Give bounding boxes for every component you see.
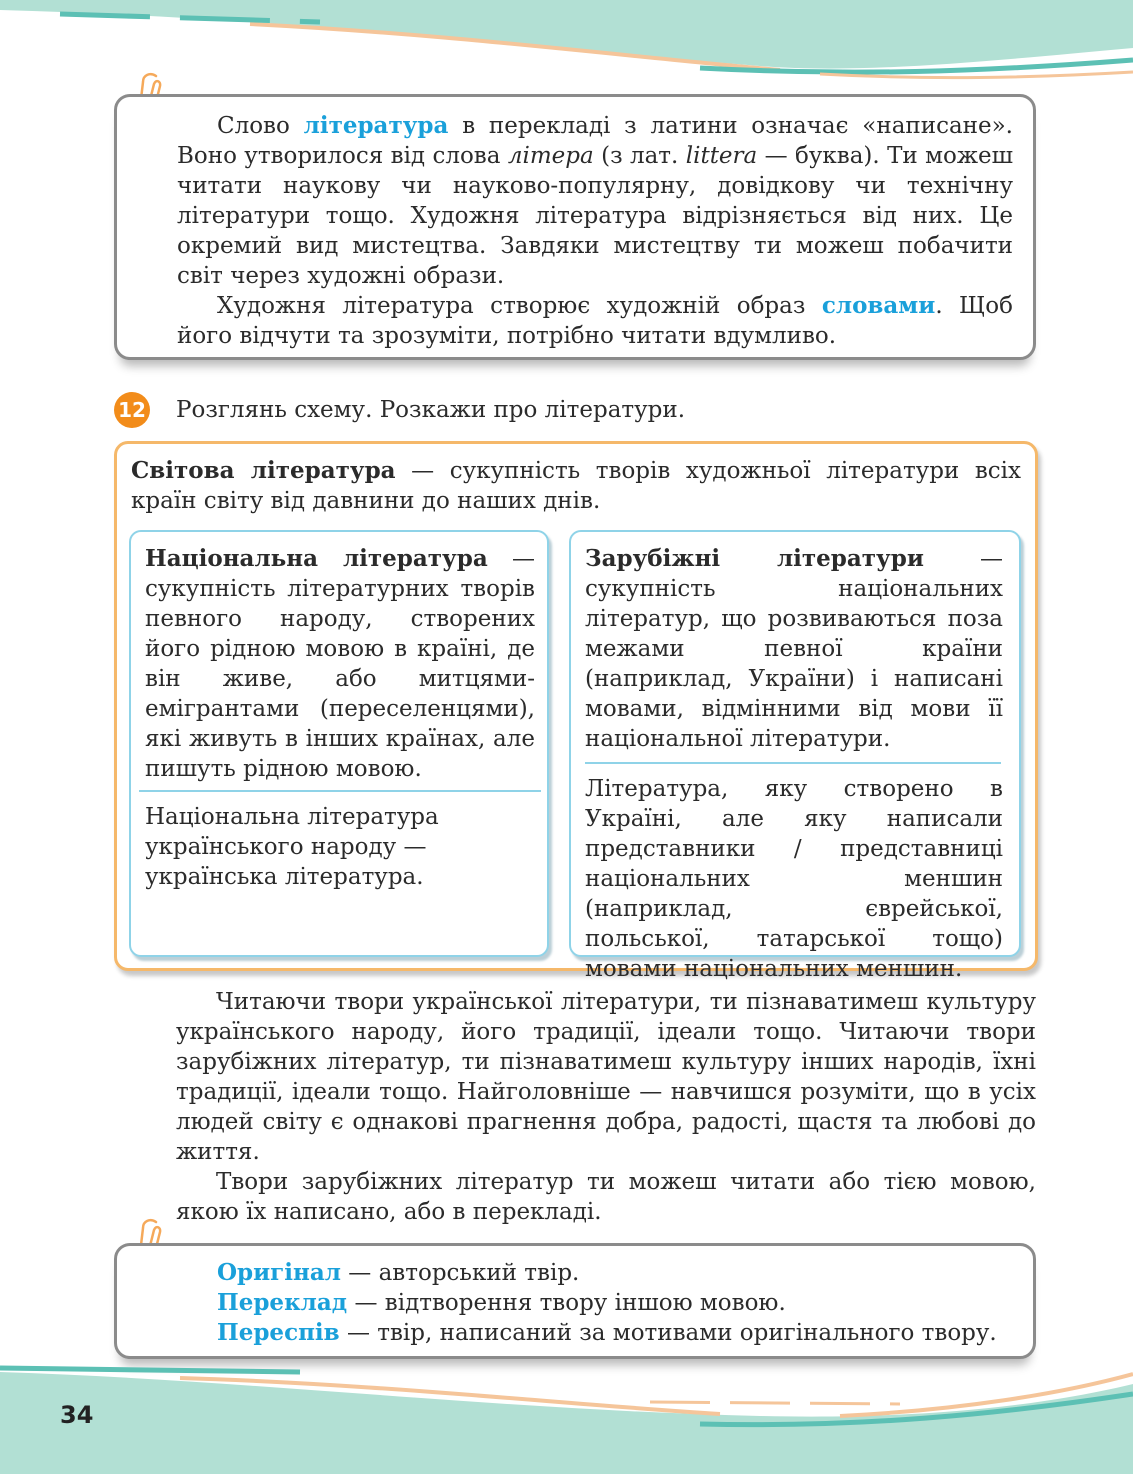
note-text: . Щоб його відчути та зрозуміти, потрібно читати вдумливо.: [177, 293, 1013, 349]
term-line-translation: [217, 1288, 1013, 1318]
divider: [585, 762, 1001, 764]
note-paragraph-artistic: [177, 291, 1013, 351]
bottom-wave-decoration: [0, 1354, 1133, 1474]
term-line-original: [217, 1258, 1013, 1288]
national-literature-definition: [145, 544, 535, 784]
note-text: — буква). Ти можеш читати наукову чи науково-популярну, довідкову чи технічну літератури тощо. Художня література відрізняється від них. Це окремий вид мистецтва. Завдяки мистецтву ти можеш побачити світ через художні образи.: [177, 143, 1014, 289]
note-text: (з лат.: [593, 143, 686, 169]
main-text: [176, 987, 1036, 1227]
definition-text: — сукупність національних літератур, що розвиваються поза межами певної країни (наприклад, України) і написані мовами, відмінними від мови її національної літератури.: [585, 546, 1003, 752]
literature-scheme: [114, 441, 1038, 982]
definition-text: — сукупність творів художньої літератури всіх країн світу від давнини до наших днів.: [131, 458, 1021, 514]
body-paragraph-2: Твори зарубіжних літератур ти можеш читати або тією мовою, якою їх написано, або в перекладі.: [176, 1169, 1036, 1225]
italic-word-littera: littera: [685, 143, 758, 169]
minorities-literature-note: Література, яку створено в Україні, але яку написали представники / представниці національних меншин (наприклад, єврейської, польської, татарської тощо) мовами національних меншин.: [585, 776, 1003, 982]
term-national-literature: Національна література: [145, 545, 488, 572]
ukrainian-literature-note: Національна література українського народу — українська література.: [145, 804, 439, 890]
term-world-literature: Світова література: [131, 457, 396, 484]
term-adaptation: Переспів: [217, 1319, 340, 1346]
highlighted-term-words: словами: [821, 292, 936, 319]
task-12: [114, 392, 685, 428]
body-paragraph-1: Читаючи твори української літератури, ти пізнаватимеш культуру українського народу, його традиції, ідеали тощо. Читаючи твори зарубіжних літератур, ти пізнаватимеш культуру інших народів, їхні традиції, ідеали тощо. Найголовніше — навчишся розуміти, що в усіх людей світу є однакові прагнення добра, радості, щастя та любові до життя.: [176, 989, 1036, 1165]
world-literature-definition: [131, 456, 1021, 516]
term-definition: — твір, написаний за мотивами оригінального твору.: [339, 1320, 997, 1346]
term-translation: Переклад: [217, 1289, 348, 1316]
foreign-literatures-definition: [585, 544, 1003, 754]
term-definition: — авторський твір.: [340, 1260, 580, 1286]
italic-word-litera: літера: [507, 143, 594, 169]
definition-text: — сукупність літературних творів певного народу, створених його рідною мовою в країні, де він живе, або митцями-емігрантами (переселенцями), які живуть в інших країнах, але пишуть рідною мовою.: [145, 546, 536, 782]
definition-note-translation: [114, 1243, 1036, 1359]
divider: [139, 790, 541, 792]
term-original: Оригінал: [217, 1259, 341, 1286]
term-line-adaptation: [217, 1318, 1013, 1348]
page-number: 34: [60, 1401, 94, 1429]
task-instruction: Розглянь схему. Розкажи про літератури.: [176, 397, 686, 423]
note-paragraph-literature: [177, 111, 1013, 291]
task-number-badge: 12: [114, 392, 150, 428]
note-text: Слово: [217, 113, 304, 139]
term-foreign-literatures: Зарубіжні літератури: [585, 545, 924, 572]
note-text: в перекладі з латини означає «написане». Воно утворилося від слова: [177, 113, 1013, 169]
note-text: Художня література створює художній образ: [217, 293, 822, 319]
definition-note-literature: [114, 94, 1036, 360]
national-literature-box: [129, 530, 549, 957]
foreign-literatures-box: [569, 530, 1021, 982]
highlighted-term-literature: література: [303, 112, 449, 139]
term-definition: — відтворення твору іншою мовою.: [347, 1290, 786, 1316]
